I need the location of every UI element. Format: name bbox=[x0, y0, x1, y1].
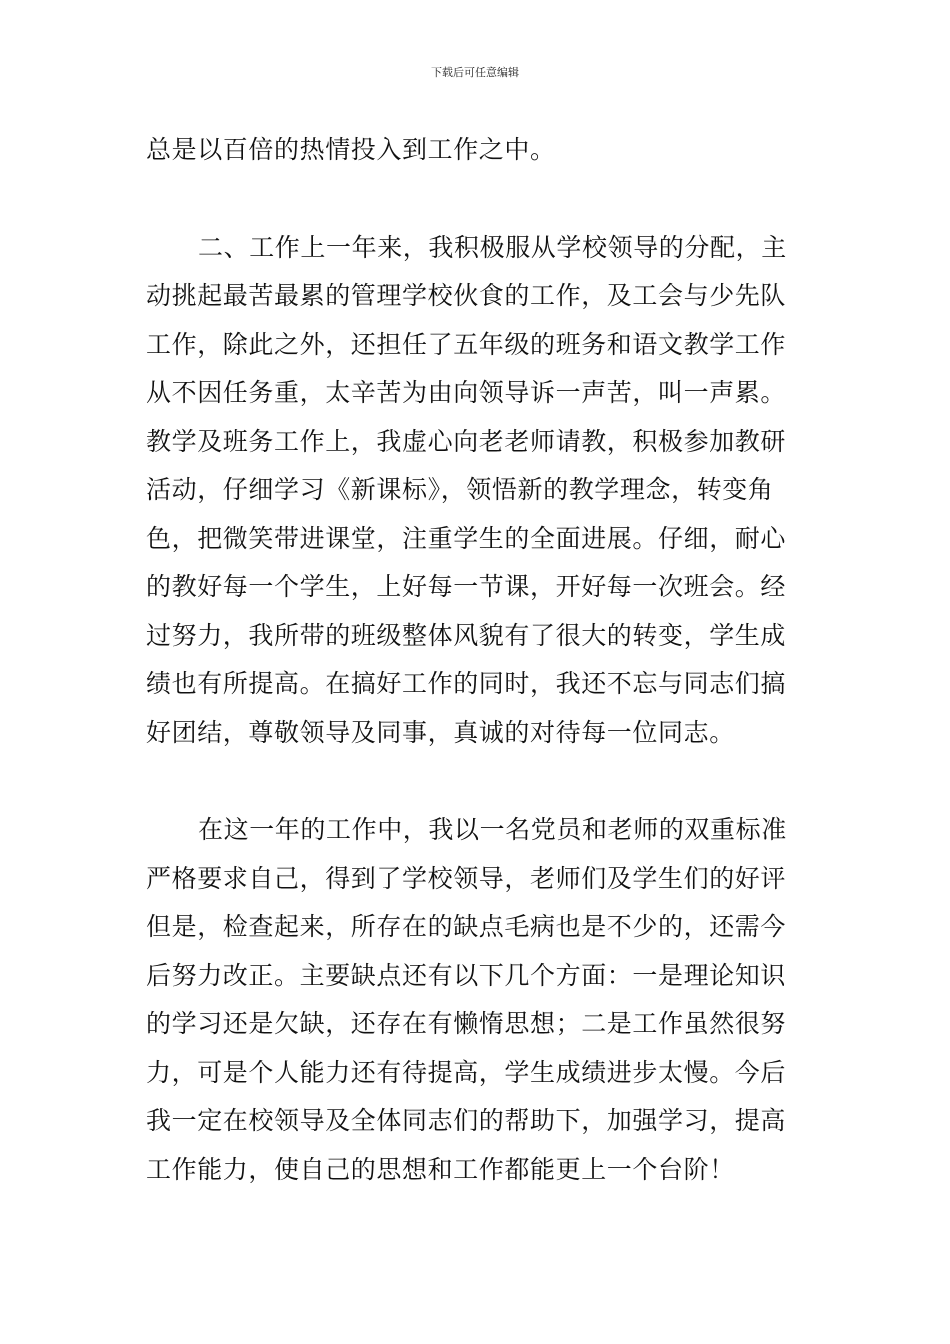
paragraph-3: 在这一年的工作中，我以一名党员和老师的双重标准严格要求自己，得到了学校领导，老师们及学生们的好评但是，检查起来，所存在的缺点毛病也是不少的，还需今后努力改正。主要缺点还有以下几个方面：一是理论知识的学习还是欠缺，还存在有懒惰思想；二是工作虽然很努力，可是个人能力还有待提高，学生成绩进步太慢。今后我一定在校领导及全体同志们的帮助下，加强学习，提高工作能力，使自己的思想和工作都能更上一个台阶！ bbox=[146, 815, 787, 1184]
page-header: 下载后可任意编辑 bbox=[431, 66, 519, 79]
document-body bbox=[146, 126, 806, 1194]
paragraph-2: 二、工作上一年来，我积极服从学校领导的分配，主动挑起最苦最累的管理学校伙食的工作，及工会与少先队工作，除此之外，还担任了五年级的班务和语文教学工作从不因任务重，太辛苦为由向领导诉一声苦，叫一声累。教学及班务工作上，我虚心向老老师请教，积极参加教研活动，仔细学习《新课标》，领悟新的教学理念，转变角色，把微笑带进课堂，注重学生的全面进展。仔细，耐心的教好每一个学生，上好每一节课，开好每一次班会。经过努力，我所带的班级整体风貌有了很大的转变，学生成绩也有所提高。在搞好工作的同时，我还不忘与同志们搞好团结，尊敬领导及同事，真诚的对待每一位同志。 bbox=[146, 232, 787, 747]
paragraph-1: 总是以百倍的热情投入到工作之中。 bbox=[146, 135, 556, 164]
